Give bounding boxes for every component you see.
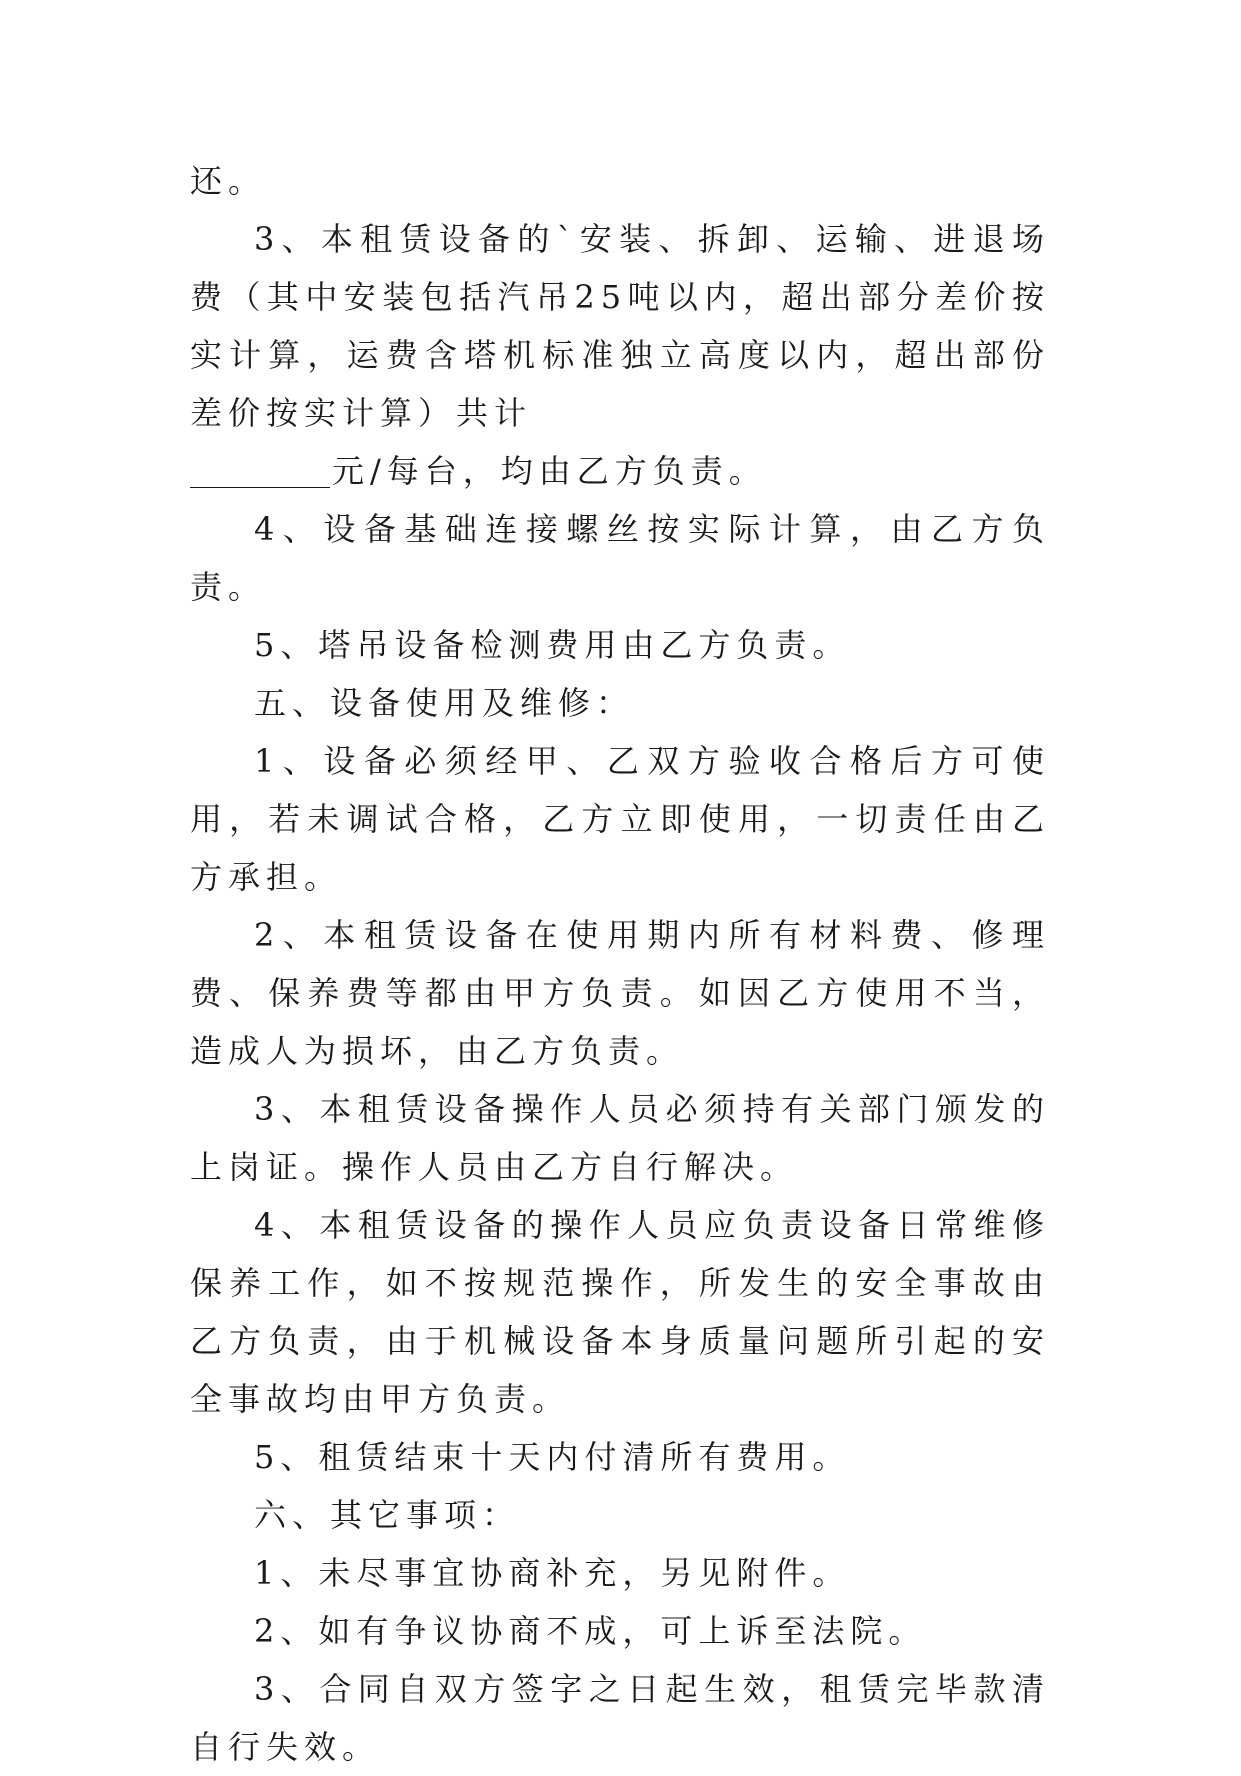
paragraph-operator-duty-clause: 4、本租赁设备的操作人员应负责设备日常维修保养工作，如不按规范操作，所发生的安全事故由乙方负责，由于机械设备本身质量问题所引起的安全事故均由甲方负责。 <box>190 1206 1050 1418</box>
paragraph-effective-clause: 3、合同自双方签字之日起生效，租赁完毕款清自行失效。 <box>190 1670 1050 1766</box>
paragraph-cost-clause: 2、本租赁设备在使用期内所有材料费、修理费、保养费等都由甲方负责。如因乙方使用不当，造成人为损坏，由乙方负责。 <box>190 916 1050 1070</box>
paragraph-fee-clause: 3、本租赁设备的`安装、拆卸、运输、进退场费（其中安装包括汽吊25吨以内，超出部分差价按实计算，运费含塔机标准独立高度以内，超出部份差价按实计算）共计 <box>190 220 1050 432</box>
section-heading-other-matters: 六、其它事项： <box>254 1496 521 1534</box>
paragraph-continuation: 还。 <box>190 162 267 200</box>
paragraph-fee-amount <box>190 442 1050 500</box>
paragraph-inspection-clause: 5、塔吊设备检测费用由乙方负责。 <box>254 626 851 664</box>
document-body <box>190 152 1050 1776</box>
paragraph-operator-certificate-clause: 3、本租赁设备操作人员必须持有关部门颁发的上岗证。操作人员由乙方自行解决。 <box>190 1090 1050 1186</box>
paragraph-acceptance-clause: 1、设备必须经甲、乙双方验收合格后方可使用，若未调试合格，乙方立即使用，一切责任由乙方承担。 <box>190 742 1050 896</box>
amount-blank-line <box>190 447 330 488</box>
fee-amount-text: 元/每台，均由乙方负责。 <box>332 452 767 490</box>
paragraph-supplement-clause: 1、未尽事宜协商补充，另见附件。 <box>254 1554 851 1592</box>
paragraph-dispute-clause: 2、如有争议协商不成，可上诉至法院。 <box>254 1612 927 1650</box>
paragraph-payment-clause: 5、租赁结束十天内付清所有费用。 <box>254 1438 851 1476</box>
paragraph-bolt-clause: 4、设备基础连接螺丝按实际计算，由乙方负责。 <box>190 510 1050 606</box>
section-heading-usage-maintenance: 五、设备使用及维修： <box>254 684 635 722</box>
